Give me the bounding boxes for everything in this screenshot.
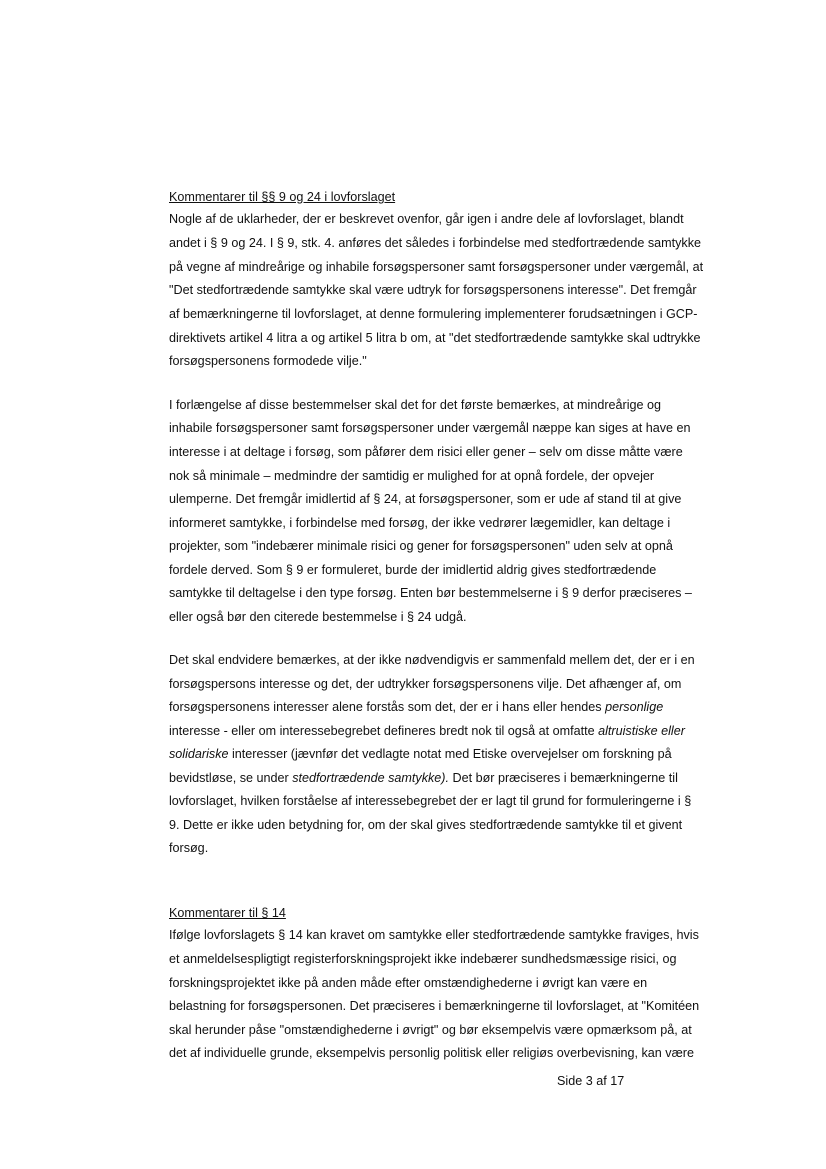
text-line: af bemærkningerne til lovforslaget, at denne formulering implementerer forudsætningen i GCP- — [169, 307, 698, 321]
page-number: Side 3 af 17 — [557, 1074, 625, 1088]
text-line: projekter, som "indebærer minimale risici og gener for forsøgspersonen" uden selv at opnå — [169, 539, 673, 553]
italic-text: personlige — [605, 700, 664, 714]
text-run: forsøgspersonens interesser alene forstås som det, der er i hans eller hendes — [169, 700, 606, 714]
text-line — [169, 746, 672, 762]
section-heading-14: Kommentarer til § 14 — [169, 906, 286, 920]
text-line: skal herunder påse "omstændighederne i øvrigt" og bør eksempelvis være opmærksom på, at — [169, 1023, 692, 1037]
text-line: I forlængelse af disse bestemmelser skal det for det første bemærkes, at mindreårige og — [169, 398, 662, 412]
text-line — [169, 723, 685, 739]
text-line: Det skal endvidere bemærkes, at der ikke nødvendigvis er sammenfald mellem det, der er i en — [169, 653, 695, 667]
text-line: belastning for forsøgspersonen. Det præciseres i bemærkningerne til lovforslaget, at "Komitéen — [169, 999, 700, 1013]
section-heading-9-24: Kommentarer til §§ 9 og 24 i lovforslaget — [169, 190, 396, 204]
text-line: interesse i at deltage i forsøg, som påfører dem risici eller gener – selv om disse måtte være — [169, 445, 683, 459]
text-line: forsøg. — [169, 841, 209, 855]
text-run: bevidstløse, se under — [169, 771, 293, 785]
text-line: 9. Dette er ikke uden betydning for, om der skal gives stedfortrædende samtykke til et givent — [169, 818, 683, 832]
text-line: på vegne af mindreårige og inhabile forsøgspersoner samt forsøgspersoner under værgemål, at — [169, 260, 704, 274]
text-line: lovforslaget, hvilken forståelse af interessebegrebet der er lagt til grund for formuleringerne i § — [169, 794, 692, 808]
text-line — [169, 699, 663, 715]
text-line: forskningsprojektet ikke på anden måde efter omstændighederne i øvrigt kan være en — [169, 976, 648, 990]
text-line: et anmeldelsespligtigt registerforskningsprojekt ikke indebærer sundhedsmæssige risici, og — [169, 952, 677, 966]
text-line: Nogle af de uklarheder, der er beskrevet ovenfor, går igen i andre dele af lovforslaget, blandt — [169, 212, 684, 226]
text-line: "Det stedfortrædende samtykke skal være udtryk for forsøgspersonens interesse". Det fremgår — [169, 283, 697, 297]
text-line: det af individuelle grunde, eksempelvis personlig politisk eller religiøs overbevisning, kan være — [169, 1046, 695, 1060]
text-line: andet i § 9 og 24. I § 9, stk. 4. anføres det således i forbindelse med stedfortrædende samtykke — [169, 236, 702, 250]
text-run: Det bør præciseres i bemærkningerne til — [449, 771, 678, 785]
text-run: interesse - eller om interessebegrebet defineres bredt nok til også at omfatte — [169, 724, 599, 738]
text-line: forsøgspersons interesse og det, der udtrykker forsøgspersonens vilje. Det afhænger af, om — [169, 677, 682, 691]
text-line: forsøgspersonens formodede vilje." — [169, 354, 367, 368]
italic-text: stedfortrædende samtykke). — [292, 771, 449, 785]
text-line: inhabile forsøgspersoner samt forsøgspersoner under værgemål næppe kan siges at have en — [169, 421, 691, 435]
text-line: nok så minimale – medmindre der samtidig er mulighed for at opnå fordele, der opvejer — [169, 469, 655, 483]
text-line: fordele derved. Som § 9 er formuleret, burde der imidlertid aldrig gives stedfortrædende — [169, 563, 657, 577]
italic-text: solidariske — [169, 747, 229, 761]
text-line: eller også bør den citerede bestemmelse i § 24 udgå. — [169, 610, 467, 624]
text-run: interesser (jævnfør det vedlagte notat med Etiske overvejelser om forskning på — [228, 747, 672, 761]
text-line: Ifølge lovforslagets § 14 kan kravet om samtykke eller stedfortrædende samtykke fraviges, hvis — [169, 928, 699, 942]
text-line: samtykke til deltagelse i den type forsøg. Enten bør bestemmelserne i § 9 derfor præciseres – — [169, 586, 692, 600]
italic-text: altruistiske eller — [598, 724, 685, 738]
text-line: ulemperne. Det fremgår imidlertid af § 24, at forsøgspersoner, som er ude af stand til at give — [169, 492, 682, 506]
text-line: direktivets artikel 4 litra a og artikel 5 litra b om, at "det stedfortrædende samtykke skal udtrykke — [169, 331, 701, 345]
text-line: informeret samtykke, i forbindelse med forsøg, der ikke vedrører lægemidler, kan deltage i — [169, 516, 671, 530]
text-line — [169, 770, 678, 786]
